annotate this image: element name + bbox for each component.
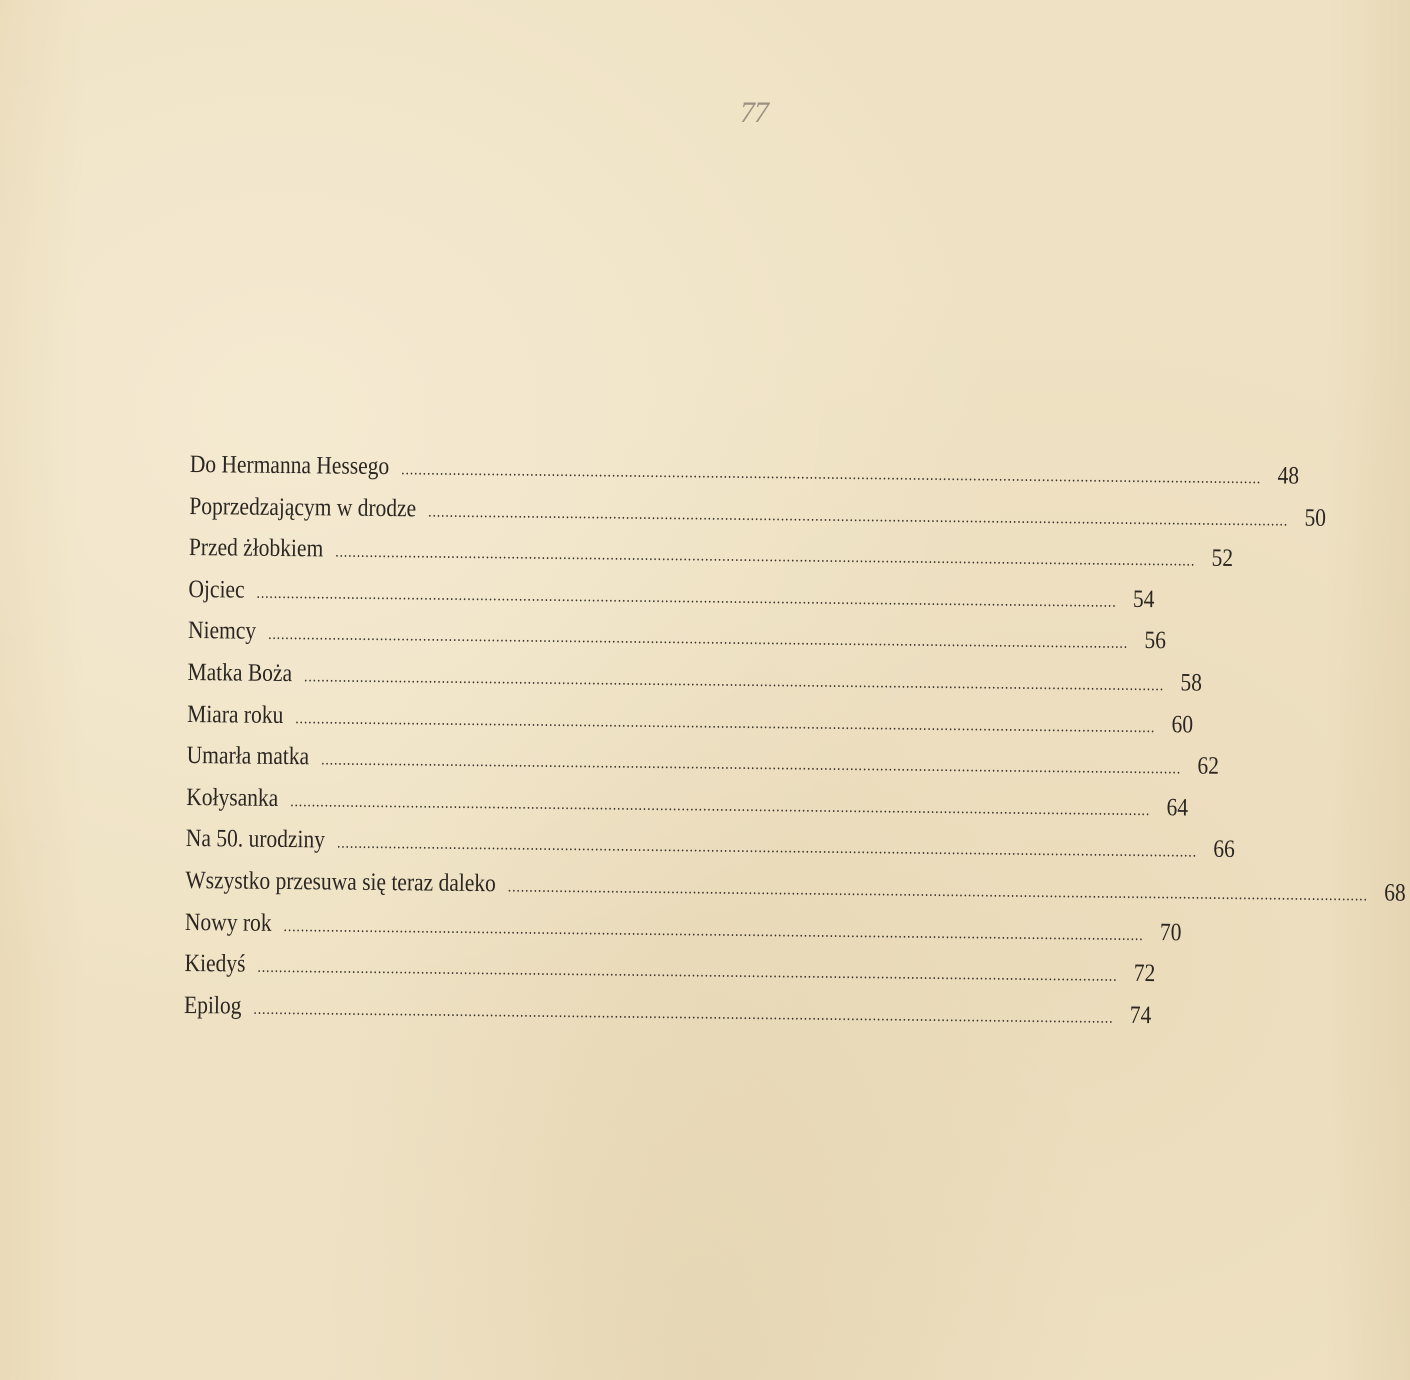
- toc-entry-page: 68: [1384, 879, 1406, 907]
- toc-entry-title: Miara roku: [187, 700, 284, 729]
- toc-entry-page: 58: [1180, 669, 1203, 697]
- toc-entry-title: Do Hermanna Hessego: [189, 450, 390, 481]
- toc-dot-leader: ........................................................................................................................................................................................................: [507, 878, 1368, 905]
- toc-entry-title: Na 50. urodziny: [185, 825, 326, 854]
- toc-entry-page: 66: [1213, 836, 1235, 864]
- toc-entry: [188, 569, 1155, 615]
- toc-entry: [184, 943, 1156, 989]
- toc-entry-title: Kiedyś: [184, 950, 246, 978]
- toc-entry: [187, 610, 1167, 656]
- toc-dot-leader: ........................................................................................................................................................................................................: [283, 917, 1144, 944]
- toc-entry: [187, 694, 1194, 740]
- toc-entry-page: 56: [1144, 627, 1167, 655]
- toc-dot-leader: ........................................................................................................................................................................................................: [303, 668, 1165, 695]
- toc-dot-leader: ........................................................................................................................................................................................................: [401, 461, 1262, 488]
- toc-entry-title: Wszystko przesuwa się teraz daleko: [185, 866, 496, 898]
- toc-dot-leader: ........................................................................................................................................................................................................: [290, 792, 1151, 819]
- toc-dot-leader: ........................................................................................................................................................................................................: [336, 834, 1198, 861]
- table-of-contents: [183, 444, 1406, 1031]
- toc-entry-title: Umarła matka: [186, 742, 310, 771]
- toc-entry: [188, 527, 1234, 573]
- page-number: 77: [740, 96, 768, 129]
- toc-entry-title: Przed żłobkiem: [188, 534, 324, 563]
- toc-entry-title: Ojciec: [188, 575, 245, 604]
- toc-entry-page: 50: [1304, 504, 1327, 532]
- toc-entry-title: Kołysanka: [186, 783, 279, 812]
- toc-dot-leader: ........................................................................................................................................................................................................: [295, 709, 1156, 736]
- toc-dot-leader: ........................................................................................................................................................................................................: [256, 584, 1117, 611]
- toc-entry: [185, 860, 1406, 907]
- toc-dot-leader: ........................................................................................................................................................................................................: [321, 751, 1182, 778]
- toc-dot-leader: ........................................................................................................................................................................................................: [268, 626, 1129, 653]
- toc-entry: [187, 652, 1203, 698]
- toc-entry-page: 52: [1211, 544, 1234, 573]
- toc-entry-page: 62: [1197, 752, 1220, 780]
- toc-entry-page: 70: [1159, 918, 1182, 946]
- toc-entry: [185, 818, 1235, 864]
- toc-entry: [189, 486, 1327, 532]
- toc-entry-title: Poprzedzającym w drodze: [189, 492, 417, 522]
- toc-entry-page: 48: [1277, 462, 1300, 490]
- toc-entry-title: Niemcy: [187, 617, 257, 646]
- toc-entry: [189, 444, 1300, 490]
- toc-entry: [184, 902, 1182, 948]
- toc-dot-leader: ........................................................................................................................................................................................................: [253, 1000, 1114, 1027]
- toc-entry: [183, 985, 1152, 1031]
- toc-entry-title: Matka Boża: [187, 658, 293, 688]
- toc-dot-leader: ........................................................................................................................................................................................................: [257, 958, 1118, 985]
- toc-entry-title: Nowy rok: [184, 908, 272, 937]
- toc-entry-page: 64: [1166, 793, 1189, 822]
- toc-entry-page: 74: [1129, 1001, 1152, 1029]
- toc-entry: [186, 777, 1189, 823]
- toc-entry-page: 60: [1171, 710, 1194, 739]
- toc-dot-leader: ........................................................................................................................................................................................................: [428, 503, 1289, 530]
- toc-dot-leader: ........................................................................................................................................................................................................: [335, 543, 1196, 570]
- toc-entry: [186, 735, 1220, 781]
- toc-entry-page: 54: [1132, 585, 1155, 613]
- toc-entry-title: Epilog: [183, 991, 242, 1020]
- toc-entry-page: 72: [1133, 960, 1156, 988]
